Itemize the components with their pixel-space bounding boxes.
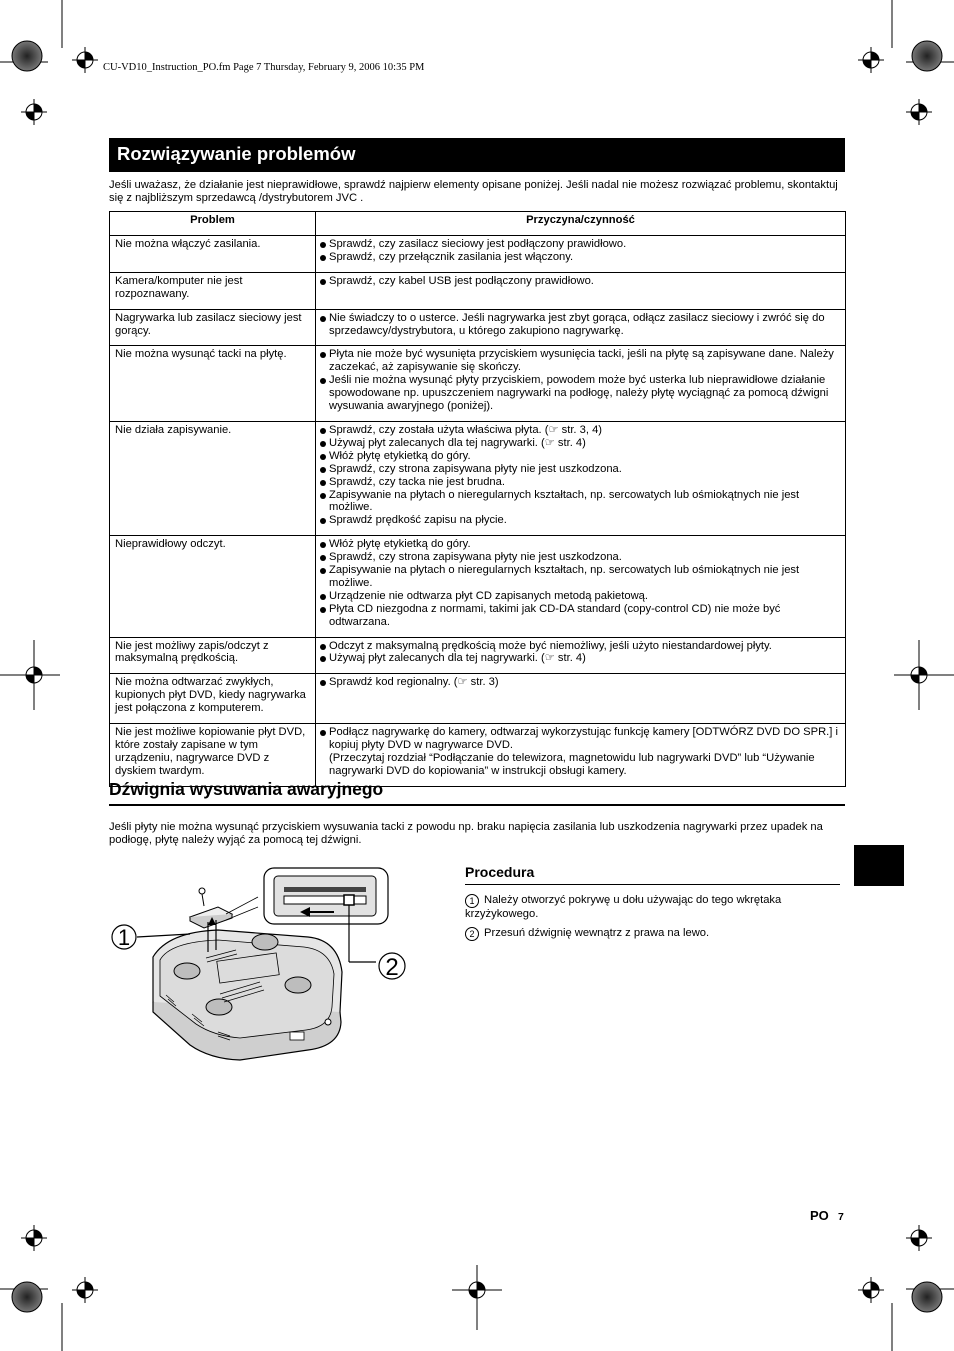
procedure-title: Procedura <box>465 864 535 880</box>
cause-cell <box>316 724 846 787</box>
troubleshooting-table <box>109 211 846 787</box>
cause-item: Zapisywanie na płytach o nieregularnych kształtach, np. sercowatych lub ośmiokątnych nie jest możliwe. <box>320 564 840 590</box>
cause-item: Sprawdź kod regionalny. (☞ str. 3) <box>320 676 840 689</box>
cause-item: Używaj płyt zalecanych dla tej nagrywarki. (☞ str. 4) <box>320 652 840 665</box>
callout-2-label: 2 <box>385 954 399 981</box>
cause-cell <box>316 272 846 309</box>
step-number: 2 <box>465 927 479 941</box>
problem-cell: Nieprawidłowy odczyt. <box>110 536 316 637</box>
cause-item: Nie świadczy to o usterce. Jeśli nagrywarka jest zbyt gorąca, odłącz zasilacz sieciowy i zwróć się do sprzedawcy/dystrybutora, u którego zakupiono nagrywarkę. <box>320 312 840 338</box>
cause-item: Płyta CD niezgodna z normami, takimi jak CD-DA standard (copy-control CD) nie może być odtwarzana. <box>320 603 840 629</box>
language-tab-marker <box>854 845 904 886</box>
table-row <box>110 309 846 346</box>
procedure-step <box>465 894 840 921</box>
cause-cell <box>316 674 846 724</box>
problem-cell: Nagrywarka lub zasilacz sieciowy jest gorący. <box>110 309 316 346</box>
table-row <box>110 272 846 309</box>
cause-note: (Przeczytaj rozdział “Podłączanie do telewizora, magnetowidu lub nagrywarki DVD” lub “Używanie nagrywarki DVD do kopiowania” w instrukcji obsługi kamery. <box>329 751 815 777</box>
cause-item: Płyta nie może być wysunięta przyciskiem wysunięcia tacki, jeśli na płytę są zapisywane dane. Należy zaczekać, aż zapisywanie się skończy. <box>320 348 840 374</box>
cause-item: Jeśli nie można wysunąć płyty przyciskiem, powodem może być usterka lub nieprawidłowe działanie spowodowane np. upuszczeniem nagrywarki na podłogę, należy płytę wyciągnąć za pomocą dźwigni wysuwania awaryjnego (poniżej). <box>320 374 840 413</box>
cause-item: Urządzenie nie odtwarza płyt CD zapisanych metodą pakietową. <box>320 590 840 603</box>
device-illustration <box>108 862 408 1062</box>
cause-item: Sprawdź, czy strona zapisywana płyty nie jest uszkodzona. <box>320 551 840 564</box>
problem-cell: Nie można odtwarzać zwykłych, kupionych płyt DVD, kiedy nagrywarka jest połączona z komputerem. <box>110 674 316 724</box>
section-title-bar <box>109 138 845 172</box>
cause-item: Sprawdź, czy została użyta właściwa płyta. (☞ str. 3, 4) <box>320 424 840 437</box>
problem-cell: Nie jest możliwy zapis/odczyt z maksymalną prędkością. <box>110 637 316 674</box>
table-row <box>110 346 846 422</box>
cause-text: Podłącz nagrywarkę do kamery, odtwarzaj wykorzystując funkcję kamery [ODTWÓRZ DVD DO SPR.] i kopiuj płyty DVD w nagrywarce DVD. <box>329 726 838 751</box>
cause-item: Zapisywanie na płytach o nieregularnych kształtach, np. sercowatych lub ośmiokątnych nie jest możliwe. <box>320 489 840 515</box>
intro-paragraph: Jeśli uważasz, że działanie jest nieprawidłowe, sprawdź najpierw elementy opisane poniżej. Jeśli nadal nie możesz rozwiązać problemu, skontaktuj się z najbliższym sprzedawcą /dystrybutorem JVC . <box>109 179 838 204</box>
cause-item: Sprawdź, czy przełącznik zasilania jest włączony. <box>320 251 840 264</box>
section-title: Rozwiązywanie problemów <box>117 143 356 164</box>
step-text: Przesuń dźwignię wewnątrz z prawa na lewo. <box>484 927 710 939</box>
step-text: Należy otworzyć pokrywę u dołu używając do tego wkrętaka krzyżykowego. <box>465 894 782 920</box>
cause-cell <box>316 421 846 535</box>
cause-item: Sprawdź prędkość zapisu na płycie. <box>320 514 840 527</box>
procedure-rule <box>465 884 840 885</box>
cause-cell <box>316 309 846 346</box>
cause-item: Sprawdź, czy tacka nie jest brudna. <box>320 476 840 489</box>
table-row <box>110 637 846 674</box>
problem-cell: Nie można wysunąć tacki na płytę. <box>110 346 316 422</box>
cause-item: Odczyt z maksymalną prędkością może być niemożliwy, jeśli użyto niestandardowej płyty. <box>320 640 840 653</box>
step-number: 1 <box>465 894 479 908</box>
cause-item <box>320 726 840 778</box>
cause-item: Używaj płyt zalecanych dla tej nagrywarki. (☞ str. 4) <box>320 437 840 450</box>
problem-cell: Nie działa zapisywanie. <box>110 421 316 535</box>
table-header-row <box>110 212 846 236</box>
cause-item: Włóż płytę etykietką do góry. <box>320 450 840 463</box>
cause-item: Włóż płytę etykietką do góry. <box>320 538 840 551</box>
table-row <box>110 421 846 535</box>
footer-language-label: PO <box>810 1208 829 1223</box>
section-heading: Dźwignia wysuwania awaryjnego <box>109 779 384 799</box>
column-header-problem: Problem <box>110 212 316 236</box>
page-number: 7 <box>838 1211 844 1223</box>
cause-cell <box>316 536 846 637</box>
file-header: CU-VD10_Instruction_PO.fm Page 7 Thursday, February 9, 2006 10:35 PM <box>103 62 425 73</box>
problem-cell: Nie można włączyć zasilania. <box>110 236 316 273</box>
cause-item: Sprawdź, czy kabel USB jest podłączony prawidłowo. <box>320 275 840 288</box>
cause-item: Sprawdź, czy zasilacz sieciowy jest podłączony prawidłowo. <box>320 238 840 251</box>
callout-1-label: 1 <box>117 925 131 950</box>
table-row <box>110 674 846 724</box>
table-row <box>110 724 846 787</box>
cause-item: Sprawdź, czy strona zapisywana płyty nie jest uszkodzona. <box>320 463 840 476</box>
cause-cell <box>316 637 846 674</box>
cause-cell <box>316 236 846 273</box>
procedure-step <box>465 927 840 941</box>
problem-cell: Nie jest możliwe kopiowanie płyt DVD, które zostały zapisane w tym urządzeniu, nagrywarce DVD z dyskiem twardym. <box>110 724 316 787</box>
table-row <box>110 536 846 637</box>
column-header-cause: Przyczyna/czynność <box>316 212 846 236</box>
problem-cell: Kamera/komputer nie jest rozpoznawany. <box>110 272 316 309</box>
emergency-lever-paragraph: Jeśli płyty nie można wysunąć przyciskiem wysuwania tacki z powodu np. braku napięcia zasilania lub uszkodzenia nagrywarki przez upadek na podłogę, płytę należy wyjąć za pomocą tej dźwigni. <box>109 821 823 846</box>
cause-cell <box>316 346 846 422</box>
table-row <box>110 236 846 273</box>
heading-rule <box>109 804 845 806</box>
